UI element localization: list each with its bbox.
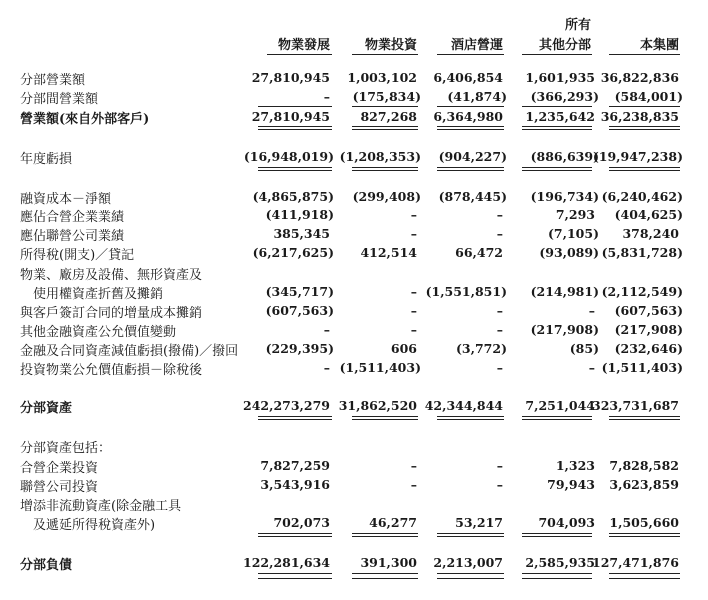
cell-value: 7,827,259	[260, 458, 330, 473]
cell-value: 242,273,279	[243, 398, 330, 413]
subtotal-line	[352, 106, 418, 107]
row-label: 分部負債	[20, 558, 73, 573]
row-label: 投資物業公允價值虧損－除稅後	[20, 363, 203, 378]
cell-value: –	[410, 458, 417, 473]
row-label: 物業、廠房及設備、無形資產及	[20, 268, 203, 283]
cell-value: 42,344,844	[424, 398, 503, 413]
cell-value: (607,563)	[614, 303, 683, 318]
cell-value: (6,217,625)	[252, 245, 334, 260]
cell-value: 2,585,935	[525, 555, 595, 570]
cell-value: 391,300	[360, 555, 417, 570]
row-label: 所得稅(開支)／貸記	[20, 248, 135, 263]
double-underline	[522, 126, 592, 130]
cell-value: (1,208,353)	[339, 149, 421, 164]
cell-value: (1,551,851)	[425, 284, 507, 299]
cell-value: –	[496, 303, 503, 318]
cell-value: 127,471,876	[592, 555, 679, 570]
cell-value: (878,445)	[438, 189, 507, 204]
double-underline	[352, 126, 418, 130]
cell-value: 323,731,687	[592, 398, 679, 413]
cell-value: 79,943	[547, 477, 595, 492]
cell-value: –	[410, 284, 417, 299]
row-label: 其他金融資產公允價值變動	[20, 325, 177, 340]
cell-value: 1,235,642	[525, 109, 595, 124]
cell-value: (904,227)	[438, 149, 507, 164]
cell-value: (3,772)	[456, 341, 507, 356]
cell-value: (886,639)	[530, 149, 599, 164]
cell-value: (2,112,549)	[601, 284, 683, 299]
double-underline	[437, 126, 504, 130]
double-underline	[609, 167, 680, 171]
header-underline	[522, 54, 592, 55]
cell-value: 7,828,582	[609, 458, 679, 473]
cell-value: –	[496, 226, 503, 241]
row-label: 聯營公司投資	[20, 480, 99, 495]
double-underline	[437, 416, 504, 420]
row-label: 及遞延所得稅資產外)	[20, 518, 156, 533]
cell-value: 378,240	[622, 226, 679, 241]
cell-value: (19,947,238)	[592, 149, 683, 164]
cell-value: (217,908)	[530, 322, 599, 337]
cell-value: –	[410, 207, 417, 222]
header-underline	[352, 54, 418, 55]
row-label: 分部營業額	[20, 73, 86, 88]
double-underline	[258, 533, 332, 537]
double-underline	[522, 533, 592, 537]
header-underline	[609, 54, 680, 55]
cell-value: 36,822,836	[600, 70, 679, 85]
cell-value: 7,293	[555, 207, 595, 222]
header-hotel-operation: 酒店營運	[450, 38, 503, 53]
double-underline	[437, 167, 504, 171]
subtotal-line	[522, 106, 592, 107]
row-label: 應佔聯營公司業績	[20, 229, 125, 244]
cell-value: (232,646)	[614, 341, 683, 356]
cell-value: –	[588, 303, 595, 318]
cell-value: (41,874)	[447, 89, 507, 104]
cell-value: 2,213,007	[433, 555, 503, 570]
double-underline	[352, 167, 418, 171]
cell-value: (607,563)	[265, 303, 334, 318]
cell-value: 27,810,945	[251, 109, 330, 124]
header-underline	[437, 54, 504, 55]
double-underline	[522, 573, 592, 579]
double-underline	[437, 573, 504, 579]
row-label: 金融及合同資產減值虧損(撥備)／撥回	[20, 344, 239, 359]
cell-value: 6,364,980	[433, 109, 503, 124]
cell-value: 46,277	[369, 515, 417, 530]
cell-value: –	[496, 458, 503, 473]
double-underline	[352, 416, 418, 420]
cell-value: 3,623,859	[609, 477, 679, 492]
double-underline	[258, 416, 332, 420]
cell-value: –	[323, 360, 330, 375]
row-label: 合營企業投資	[20, 461, 99, 476]
cell-value: –	[410, 303, 417, 318]
cell-value: –	[496, 477, 503, 492]
cell-value: (5,831,728)	[601, 245, 683, 260]
cell-value: (366,293)	[530, 89, 599, 104]
double-underline	[609, 126, 680, 130]
cell-value: (7,105)	[548, 226, 599, 241]
cell-value: 1,323	[555, 458, 595, 473]
cell-value: –	[410, 322, 417, 337]
cell-value: (1,511,403)	[601, 360, 683, 375]
row-label: 與客戶簽訂合同的增量成本攤銷	[20, 306, 203, 321]
subtotal-line	[437, 106, 504, 107]
cell-value: 66,472	[455, 245, 503, 260]
cell-value: (175,834)	[352, 89, 421, 104]
subtotal-line	[609, 106, 680, 107]
cell-value: 412,514	[360, 245, 417, 260]
cell-value: 3,543,916	[260, 477, 330, 492]
row-label: 使用權資產折舊及攤銷	[20, 287, 164, 302]
cell-value: –	[410, 226, 417, 241]
cell-value: 606	[390, 341, 417, 356]
row-label: 增添非流動資產(除金融工具	[20, 499, 182, 514]
subtotal-line	[258, 106, 332, 107]
cell-value: (299,408)	[352, 189, 421, 204]
cell-value: 385,345	[273, 226, 330, 241]
cell-value: (214,981)	[530, 284, 599, 299]
double-underline	[258, 573, 332, 579]
cell-value: –	[496, 207, 503, 222]
cell-value: 122,281,634	[243, 555, 330, 570]
cell-value: (1,511,403)	[339, 360, 421, 375]
cell-value: –	[588, 360, 595, 375]
cell-value: 1,505,660	[609, 515, 679, 530]
cell-value: (229,395)	[265, 341, 334, 356]
cell-value: 7,251,044	[525, 398, 595, 413]
cell-value: (4,865,875)	[252, 189, 334, 204]
cell-value: 1,003,102	[347, 70, 417, 85]
double-underline	[609, 416, 680, 420]
double-underline	[258, 167, 332, 171]
cell-value: (411,918)	[265, 207, 334, 222]
row-label: 分部資產	[20, 401, 73, 416]
cell-value: –	[323, 89, 330, 104]
header-all-other-segments: 其他分部	[538, 38, 591, 53]
header-underline	[267, 54, 332, 55]
header-property-investment: 物業投資	[364, 38, 417, 53]
cell-value: 36,238,835	[600, 109, 679, 124]
double-underline	[437, 533, 504, 537]
cell-value: 827,268	[360, 109, 417, 124]
row-label: 融資成本－淨額	[20, 192, 112, 207]
cell-value: –	[410, 477, 417, 492]
cell-value: 53,217	[455, 515, 503, 530]
cell-value: (93,089)	[539, 245, 599, 260]
row-label: 分部資產包括：	[20, 441, 112, 456]
double-underline	[258, 126, 332, 130]
cell-value: (584,001)	[614, 89, 683, 104]
row-label: 應佔合營企業業績	[20, 210, 125, 225]
row-label: 營業額(來自外部客戶)	[20, 112, 150, 127]
double-underline	[352, 533, 418, 537]
cell-value: (404,625)	[614, 207, 683, 222]
cell-value: 704,093	[538, 515, 595, 530]
header-property-development: 物業發展	[277, 38, 330, 53]
double-underline	[522, 416, 592, 420]
double-underline	[609, 533, 680, 537]
cell-value: (217,908)	[614, 322, 683, 337]
cell-value: –	[496, 360, 503, 375]
cell-value: 27,810,945	[251, 70, 330, 85]
cell-value: (6,240,462)	[601, 189, 683, 204]
cell-value: (196,734)	[530, 189, 599, 204]
row-label: 分部間營業額	[20, 92, 99, 107]
header-group: 本集團	[639, 38, 679, 53]
cell-value: (85)	[569, 341, 599, 356]
row-label: 年度虧損	[20, 152, 73, 167]
cell-value: 31,862,520	[338, 398, 417, 413]
double-underline	[522, 167, 592, 171]
cell-value: –	[496, 322, 503, 337]
cell-value: (345,717)	[265, 284, 334, 299]
double-underline	[352, 573, 418, 579]
cell-value: –	[323, 322, 330, 337]
cell-value: 1,601,935	[525, 70, 595, 85]
cell-value: (16,948,019)	[243, 149, 334, 164]
cell-value: 702,073	[273, 515, 330, 530]
double-underline	[609, 573, 680, 579]
cell-value: 6,406,854	[433, 70, 503, 85]
header-all-other-segments-top: 所有	[564, 18, 591, 33]
